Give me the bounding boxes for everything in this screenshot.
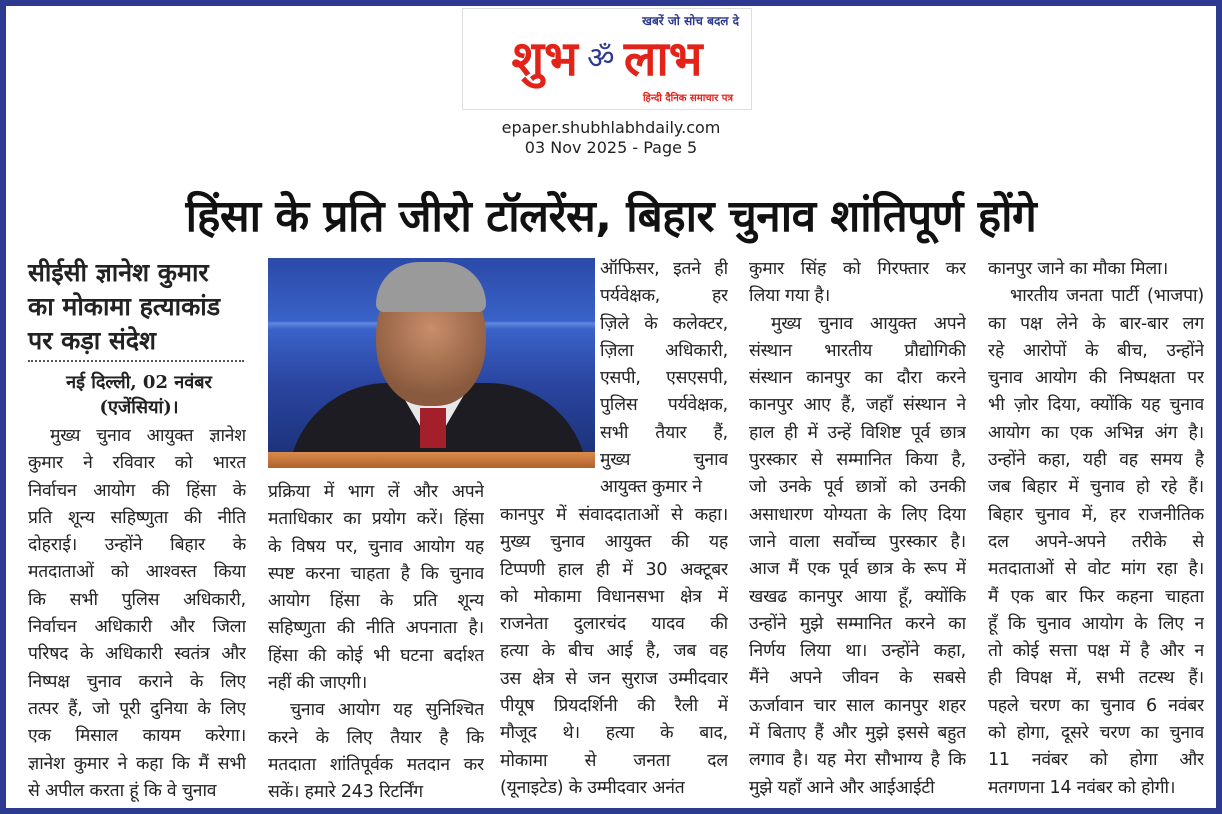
article-text-line: खखढ कानपुर आया हूँ, क्योंकि (749, 586, 966, 607)
article-text-line: दल अपने-अपने तरीके से (988, 531, 1204, 552)
ganesh-icon: ॐ (587, 41, 615, 76)
article-text-line: उस क्षेत्र से जन सुराज उम्मीदवार (500, 668, 728, 689)
article-text-line: को होगा, दूसरे चरण का चुनाव (988, 723, 1204, 744)
article-text-line: मुख्य चुनाव (600, 450, 728, 471)
article-text-line: आयुक्त कुमार ने (600, 477, 702, 498)
article-text-line: मुख्य चुनाव आयुक्त अपने (771, 313, 966, 334)
headline: हिंसा के प्रति जीरो टॉलरेंस, बिहार चुनाव शांतिपूर्ण होंगे (185, 191, 1037, 242)
masthead-tagline: खबरें जो सोच बदल दे (642, 14, 739, 28)
article-text-line: मतगणना 14 नवंबर को होगी। (988, 777, 1176, 798)
article-text-line: कुमार ने रविवार को भारत (28, 453, 246, 474)
article-text-line: ज्ञानेश कुमार ने कहा कि मैं सभी (28, 753, 246, 774)
article-text-line: भारतीय जनता पार्टी (भाजपा) (1010, 286, 1204, 307)
article-text-line: रहे आरोपों के बीच, उन्होंने (988, 340, 1204, 361)
article-text-line: के विषय पर, चुनाव आयोग यह (268, 536, 484, 557)
masthead-name-right: लाभ (623, 31, 703, 87)
article-text-line: एक मिसाल कायम करेगा। (28, 726, 246, 747)
masthead-subtitle: हिन्दी दैनिक समाचार पत्र (642, 93, 733, 104)
article-text-line: तो कोई सत्ता पक्ष में है और न (988, 641, 1204, 662)
article-text-line: संस्थान भारतीय प्रौद्योगिकी (749, 340, 966, 361)
article-text-line: प्रति शून्य सहिष्णुता की नीति (28, 507, 246, 528)
masthead-name (463, 28, 751, 90)
article-text-line: में बिताए हैं और मुझे इससे बहुत (749, 723, 966, 744)
article-text-line: जब बिहार में चुनाव हो रहे हैं। (988, 477, 1204, 498)
article-column-3-bottom (500, 502, 728, 802)
article-column-4 (749, 256, 966, 802)
article-text-line: कुमार सिंह को गिरफ्तार कर (749, 259, 966, 279)
subhead-line: का मोकामा हत्याकांड (28, 292, 221, 321)
article-text-line: पुलिस पर्यवेक्षक, (600, 395, 728, 416)
article-text-line: ज़िले के कलेक्टर, (600, 313, 728, 334)
article-text-line: पीयूष प्रियदर्शिनी की रैली में (500, 696, 728, 717)
article-text-line: आज मैं एक पूर्व छात्र के रूप में (749, 559, 966, 580)
article-text-line: पहले चरण का चुनाव 6 नवंबर (988, 695, 1204, 716)
article-text-line: चुनाव आयोग यह सुनिश्चित (290, 700, 484, 721)
article-text-line: निर्वाचन आयोग की हिंसा के (28, 480, 246, 501)
article-text-line: परिषद के अधिकारी स्वतंत्र और (28, 644, 246, 665)
article-text-line: चुनाव आयोग की निष्पक्षता पर (988, 368, 1204, 389)
article-text-line: निर्णय लिया था। उन्होंने कहा, (749, 641, 966, 662)
subhead-line: पर कड़ा संदेश (28, 326, 157, 355)
article-text-line: सहिष्णुता की नीति अपनाता है। (268, 618, 484, 639)
article-text-line: मोकामा से जनता दल (500, 750, 728, 771)
article-column-5 (988, 256, 1204, 802)
article-text-line: से अपील करता हूं कि वे चुनाव (28, 780, 217, 801)
article-text-line: पुरस्कार से सम्मानित किया है, (749, 450, 966, 471)
article-text-line: संस्थान कानपुर का दौरा करने (749, 368, 966, 389)
article-text-line: हत्या के बीच आई है, जब वह (500, 641, 728, 662)
article-text-line: उन्होंने मुझे सम्मानित करने का (749, 613, 966, 634)
article-text-line: हिंसा की कोई भी घटना बर्दाश्त (268, 645, 484, 666)
date-page: 03 Nov 2025 - Page 5 (524, 138, 698, 157)
article-text-line: ज़िला अधिकारी, (600, 340, 728, 361)
dateline-place-date: नई दिल्ली, 02 नवंबर (66, 372, 212, 393)
article-text-line: ऑफिसर, इतने ही (600, 259, 728, 279)
article-text-line: जो उनके पूर्व छात्रों को उनकी (749, 477, 966, 498)
epaper-url[interactable]: epaper.shubhlabhdaily.com (501, 118, 721, 137)
article-text-line: आयोग का एक अभिन्न अंग है। (988, 422, 1204, 443)
subhead-line: सीईसी ज्ञानेश कुमार (28, 258, 209, 287)
article-text-line: दोहराई। उन्होंने बिहार के (28, 535, 246, 556)
article-text-line: (यूनाइटेड) के उम्मीदवार अनंत (500, 777, 685, 798)
article-text-line: मुख्य चुनाव आयुक्त की यह (500, 532, 728, 553)
article-text-line: कि सभी पुलिस अधिकारी, (28, 589, 246, 610)
article-text-line: भी ज़ोर दिया, क्योंकि यह चुनाव (988, 395, 1204, 416)
article-text-line: लगाव है। यह मेरा सौभाग्य है कि (749, 750, 966, 771)
article-text-line: जाने वाला सर्वोच्च पुरस्कार है। (749, 531, 966, 552)
article-text-line: मुख्य चुनाव आयुक्त ज्ञानेश (50, 426, 246, 446)
article-text-line: करने के लिए तैयार है कि (268, 727, 484, 748)
article-text-line: मैं एक बार फिर कहना चाहता (988, 586, 1204, 607)
article-column-2 (268, 479, 484, 807)
article-text-line: 11 नवंबर को होगा और (988, 750, 1204, 771)
masthead-logo (462, 8, 752, 110)
article-text-line: आयोग हिंसा के प्रति शून्य (268, 591, 484, 612)
dateline-source: (एजेंसियां)। (99, 397, 179, 418)
article-text-line: असाधारण योग्यता के लिए दिया (749, 504, 966, 525)
article-text-line: टिप्पणी हाल ही में 30 अक्टूबर (500, 559, 728, 580)
article-text-line: मुझे यहाँ आने और आईआईटी (749, 777, 935, 798)
newspaper-page (6, 6, 1216, 808)
article-text-line: को मोकामा विधानसभा क्षेत्र में (500, 586, 728, 607)
article-text-line: कानपुर जाने का मौका मिला। (988, 259, 1169, 279)
article-column-1 (28, 423, 246, 805)
article-text-line: प्रक्रिया में भाग लें और अपने (268, 482, 484, 502)
article-text-line: मतदाताओं को आश्वस्त किया (28, 562, 246, 583)
article-column-3-top (600, 256, 728, 502)
subhead (28, 256, 250, 358)
masthead-name-left: शुभ (511, 31, 578, 87)
article-text-line: एसपी, एसएसपी, (600, 368, 728, 389)
dotted-divider (28, 360, 244, 362)
article-text-line: नहीं की जाएगी। (268, 673, 368, 694)
article-text-line: मैंने अपने जीवन के सबसे (749, 668, 966, 689)
article-text-line: निष्पक्ष चुनाव कराने के लिए (28, 671, 246, 692)
article-text-line: कानपुर में संवाददाताओं से कहा। (500, 505, 728, 525)
article-text-line: मौजूद थे। हत्या के बाद, (500, 723, 728, 744)
article-text-line: लिया गया है। (749, 286, 831, 307)
article-text-line: मतदाता शांतिपूर्वक मतदान कर (268, 754, 484, 775)
article-text-line: स्पष्ट करना चाहता है कि चुनाव (268, 563, 484, 584)
article-text-line: ही विपक्ष में, सभी तटस्थ हैं। (988, 668, 1204, 689)
article-text-line: बिहार चुनाव में, हर राजनीतिक (988, 504, 1204, 525)
article-text-line: कानपुर आए हैं, जहाँ संस्थान ने (749, 395, 966, 416)
article-text-line: निर्वाचन अधिकारी और जिला (28, 617, 246, 638)
article-text-line: ऊर्जावान चार साल कानपुर शहर (749, 695, 966, 716)
article-text-line: सभी तैयार हैं, (600, 422, 728, 443)
article-text-line: राजनेता दुलारचंद यादव की (500, 614, 728, 635)
article-text-line: हाल ही में उन्हें विशिष्ट पूर्व छात्र (749, 422, 966, 443)
dateline (28, 370, 250, 420)
article-text-line: का पक्ष लेने के बार-बार लग (988, 313, 1204, 334)
article-text-line: मताधिकार का प्रयोग करें। हिंसा (268, 509, 484, 530)
article-text-line: मतदाताओं से वोट मांग रहा है। (988, 559, 1204, 580)
article-text-line: सकें। हमारे 243 रिटर्निंग (268, 782, 423, 803)
article-photo (268, 258, 595, 468)
article-text-line: पर्यवेक्षक, हर (600, 286, 728, 307)
article-text-line: तत्पर हैं, जो पूरी दुनिया के लिए (28, 698, 246, 719)
article-text-line: उन्होंने कहा, यही वह समय है (988, 450, 1204, 471)
article-text-line: हूँ कि चुनाव आयोग के लिए न (988, 613, 1204, 634)
